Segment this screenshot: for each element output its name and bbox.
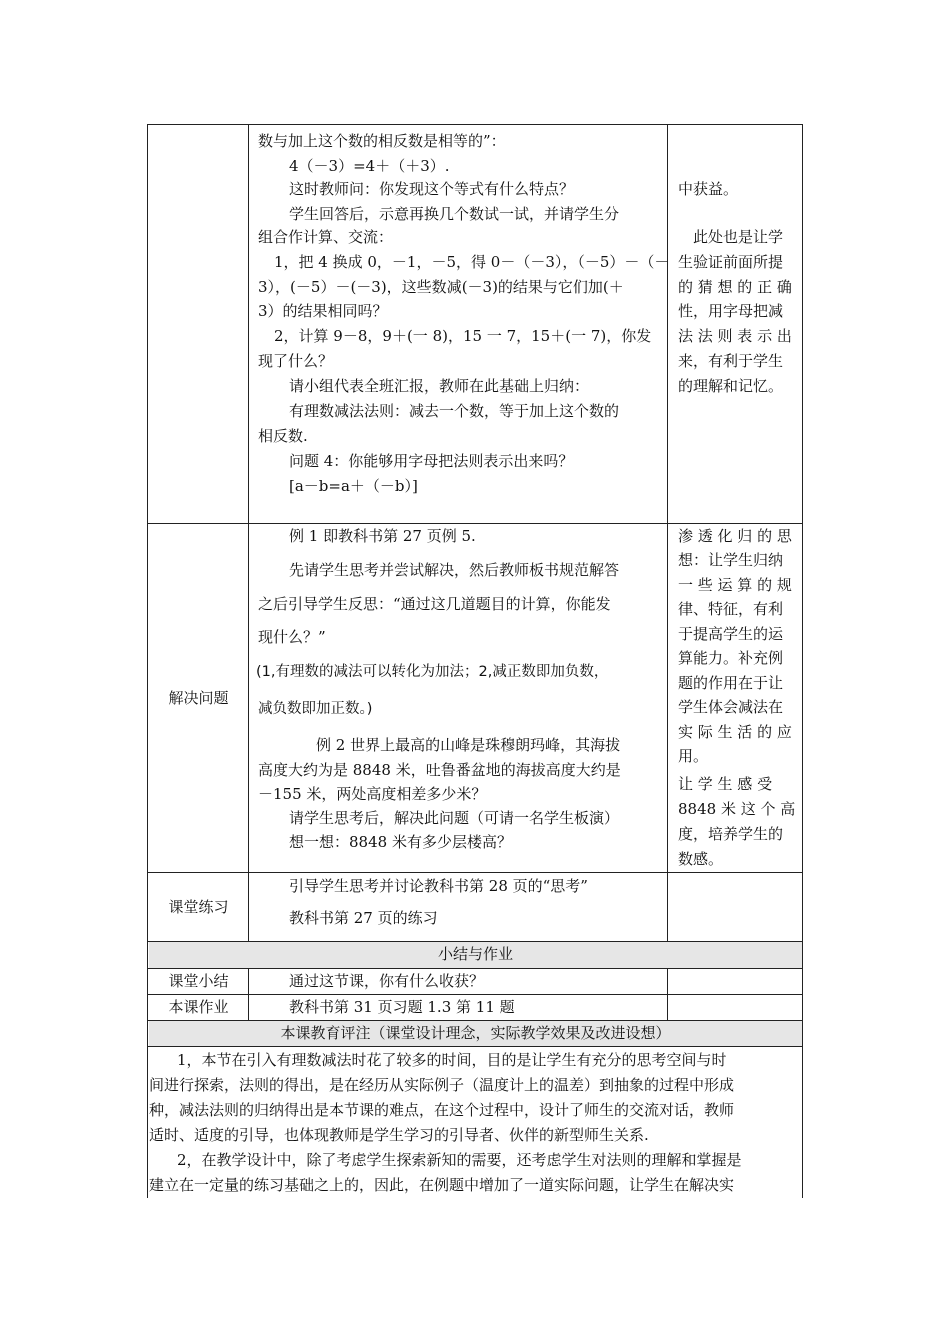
text-line: (1,有理数的减法可以转化为加法；2,减正数即加负数， [256,664,609,680]
row-label-class-summary: 课堂小结 [168,972,229,990]
text-line: 学生回答后，示意再换几个数试一试，并请学生分 [289,205,620,223]
text-line: 此处也是让学 [693,228,784,246]
text-line: 性，用字母把减 [678,302,784,320]
row-label-practice: 课堂练习 [168,898,229,916]
text-line: 8848 米 这 个 高 [678,800,796,818]
text-line: 2，在教学设计中，除了考虑学生探索新知的需要，还考虑学生对法则的理解和掌握是 [177,1151,742,1169]
text-line: 教科书第 27 页的练习 [289,909,438,927]
text-line: 来，有利于学生 [678,352,784,370]
text-line: 1，本节在引入有理数减法时花了较多的时间，目的是让学生有充分的思考空间与时 [177,1051,727,1069]
text-line: 现了什么？ [258,352,334,370]
text-line: 题的作用在于让 [678,674,784,692]
row-label-homework: 本课作业 [168,998,229,1016]
text-line: 律、特征，有利 [678,600,784,618]
text-line: 用。 [678,747,709,765]
text-line: 请学生思考后，解决此问题（可请一名学生板演） [289,809,620,827]
text-line: 有理数减法法则：减去一个数，等于加上这个数的 [289,402,620,420]
text-line: 建立在一定量的练习基础之上的，因此，在例题中增加了一道实际问题，让学生在解决实 [149,1176,735,1194]
text-line: 组合作计算、交流： [258,228,394,246]
eval-header: 本课教育评注（课堂设计理念，实际教学效果及改进设想） [280,1024,671,1042]
text-line: 例 1 即教科书第 27 页例 5. [289,527,476,545]
text-line: 现什么？” [258,628,326,646]
homework-content: 教科书第 31 页习题 1.3 第 11 题 [289,998,515,1016]
text-line: 4（－3）=4＋（＋3）. [289,157,450,175]
text-line: 种，减法法则的归纳得出是本节课的难点，在这个过程中，设计了师生的交流对话，教师 [149,1101,735,1119]
text-line: 于提高学生的运 [678,625,784,643]
text-line: 这时教师问：你发现这个等式有什么特点？ [289,180,575,198]
text-line: 1，把 4 换成 0，－1，－5，得 0－（－3），（－5）－（－ [274,253,670,271]
text-line: 问题 4：你能够用字母把法则表示出来吗？ [289,452,574,470]
text-line: 一 些 运 算 的 规 [678,576,792,594]
text-line: 请小组代表全班汇报，教师在此基础上归纳： [289,377,590,395]
text-line: 法 法 则 表 示 出 [678,327,792,345]
text-line: 减负数即加正数。) [258,701,373,717]
text-line: 适时、适度的引导，也体现教师是学生学习的引导者、伙伴的新型师生关系. [149,1126,649,1144]
text-line: 算能力。补充例 [678,649,784,667]
text-line: －155 米，两处高度相差多少米？ [258,785,487,803]
text-line: 学生体会减法在 [678,698,784,716]
text-line: 3），(－5）－(－3)，这些数减(－3)的结果与它们加(＋ [258,278,624,296]
text-line: 例 2 世界上最高的山峰是珠穆朗玛峰，其海拔 [316,736,621,754]
text-line: 中获益。 [678,180,739,198]
text-line: 实 际 生 活 的 应 [678,723,792,741]
text-line: 引导学生思考并讨论教科书第 28 页的“思考” [289,877,588,895]
text-line: 之后引导学生反思：“通过这几道题目的计算，你能发 [258,595,611,613]
text-line: 相反数. [258,427,308,445]
text-line: 间进行探索，法则的得出，是在经历从实际例子（温度计上的温差）到抽象的过程中形成 [149,1076,735,1094]
text-line: 高度大约为是 8848 米，吐鲁番盆地的海拔高度大约是 [258,761,621,779]
text-line: 度，培养学生的 [678,825,784,843]
text-line: 2，计算 9－8，9＋(一 8)，15 一 7，15＋(一 7)，你发 [274,327,652,345]
text-line: 3）的结果相同吗？ [258,302,388,320]
summary-header: 小结与作业 [437,945,513,963]
text-line: 数与加上这个数的相反数是相等的”： [258,132,506,150]
text-line: 的理解和记忆。 [678,377,784,395]
text-line: 渗 透 化 归 的 思 [678,527,792,545]
text-line: 生验证前面所提 [678,253,784,271]
text-line: 想：让学生归纳 [678,551,784,569]
text-line: 的 猜 想 的 正 确 [678,278,792,296]
text-line: 数感。 [678,850,724,868]
text-line: [a－b=a＋（－b）] [289,477,418,495]
row-label-solve: 解决问题 [168,689,229,707]
class-summary-content: 通过这节课，你有什么收获？ [289,972,485,990]
text-line: 让 学 生 感 受 [678,775,773,793]
text-line: 想一想：8848 米有多少层楼高？ [289,833,512,851]
text-line: 先请学生思考并尝试解决，然后教师板书规范解答 [289,561,620,579]
